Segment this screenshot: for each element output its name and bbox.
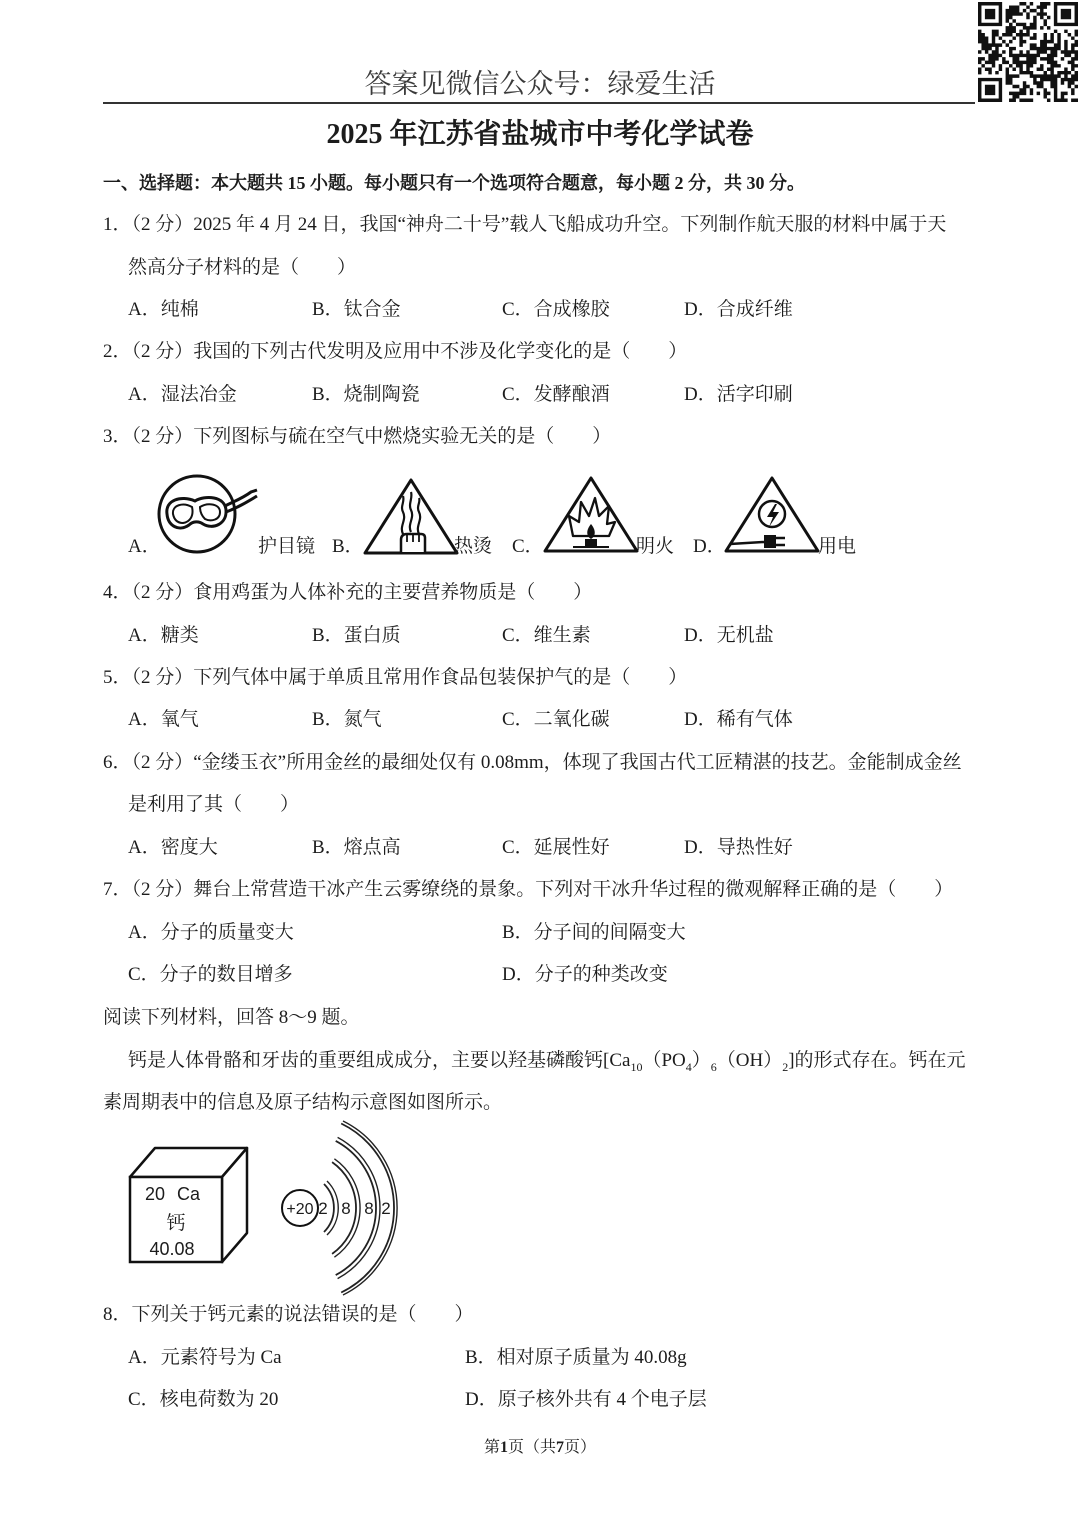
q6-stem-line: 6．（2 分）“金缕玉衣”所用金丝的最细处仅有 0.08mm，体现了我国古代工匠精湛的技艺。金能制成金丝 [103, 752, 962, 773]
formula-subscript: 6 [710, 1060, 717, 1074]
q5-option-a: A．氧气 [128, 709, 199, 730]
formula-subscript: 2 [782, 1060, 789, 1074]
page-footer [0, 1438, 1080, 1458]
shell-electron-count: 2 [381, 1199, 391, 1218]
reading-paragraph-line [128, 1049, 966, 1074]
q6-option-c: C．延展性好 [502, 837, 610, 858]
q4-option-a: A．糖类 [128, 625, 199, 646]
candle-base [585, 539, 597, 547]
footer-page-number: 1 [499, 1439, 508, 1456]
paragraph-text: （OH） [716, 1050, 783, 1071]
q4-option-c: C．维生素 [502, 625, 591, 646]
q5-stem: 5．（2 分）下列气体中属于单质且常用作食品包装保护气的是（ ） [103, 667, 688, 688]
page-header: 答案见微信公众号：绿爱生活 [364, 69, 716, 99]
header-divider [103, 102, 975, 104]
shell-electron-count: 8 [364, 1199, 374, 1218]
q7-option-a: A．分子的质量变大 [128, 922, 294, 943]
nucleus-charge: +20 [286, 1201, 314, 1218]
q8-option-a: A．元素符号为 Ca [128, 1347, 282, 1368]
q3-option-c-letter: C． [512, 536, 544, 557]
q8-option-d: D．原子核外共有 4 个电子层 [465, 1389, 707, 1410]
q3-option-d-label: 用电 [818, 536, 857, 557]
reading-intro: 阅读下列材料，回答 8～9 题。 [103, 1007, 360, 1028]
q7-option-b: B．分子间的间隔变大 [502, 922, 686, 943]
q1-option-b: B．钛合金 [312, 299, 401, 320]
q2-option-a: A．湿法冶金 [128, 384, 237, 405]
atomic-number: 20 [145, 1184, 166, 1204]
q7-option-d: D．分子的种类改变 [502, 964, 668, 985]
electricity-icon [724, 474, 820, 554]
footer-total-pages: 7 [556, 1439, 564, 1456]
q5-option-c: C．二氧化碳 [502, 709, 610, 730]
element-card-figure [125, 1140, 255, 1270]
paragraph-text: ]的形式存在。钙在元 [788, 1050, 966, 1071]
paragraph-text: 钙是人体骨骼和牙齿的重要组成成分，主要以羟基磷酸钙[Ca [128, 1050, 631, 1071]
q6-option-b: B．熔点高 [312, 837, 401, 858]
q6-option-a: A．密度大 [128, 837, 218, 858]
shell-electron-count: 2 [318, 1199, 328, 1218]
q4-option-b: B．蛋白质 [312, 625, 401, 646]
section-heading: 一、选择题：本大题共 15 小题。每小题只有一个选项符合题意，每小题 2 分，共 30 分。 [103, 173, 805, 193]
q6-option-d: D．导热性好 [684, 837, 793, 858]
q3-option-b-label: 热烫 [454, 536, 493, 557]
q1-stem-line: 然高分子材料的是（ ） [128, 257, 357, 278]
q7-stem: 7．（2 分）舞台上常营造干冰产生云雾缭绕的景象。下列对干冰升华过程的微观解释正确的是（ ） [103, 879, 954, 900]
q5-option-b: B．氮气 [312, 709, 382, 730]
plug-body [764, 535, 776, 548]
hot-surface-icon [363, 476, 459, 556]
paragraph-text: ） [691, 1050, 711, 1071]
q3-option-d-letter: D． [693, 536, 726, 557]
footer-prefix: 第 [483, 1439, 500, 1456]
q7-option-c: C．分子的数目增多 [128, 964, 293, 985]
goggles-icon-frame [167, 498, 226, 528]
q2-option-d: D．活字印刷 [684, 384, 793, 405]
q2-stem: 2．（2 分）我国的下列古代发明及应用中不涉及化学变化的是（ ） [103, 341, 688, 362]
reading-paragraph-line: 素周期表中的信息及原子结构示意图如图所示。 [103, 1092, 503, 1113]
open-flame-icon [543, 474, 639, 554]
q3-option-c-label: 明火 [636, 536, 675, 557]
q4-stem: 4．（2 分）食用鸡蛋为人体补充的主要营养物质是（ ） [103, 582, 593, 603]
q1-stem-line: 1．（2 分）2025 年 4 月 24 日，我国“神舟二十号”载人飞船成功升空。下列制作航天服的材料中属于天 [103, 214, 947, 235]
page-title: 2025 年江苏省盐城市中考化学试卷 [326, 119, 754, 150]
goggles-icon [153, 468, 263, 560]
q1-option-c: C．合成橡胶 [502, 299, 610, 320]
atom-structure-figure [275, 1120, 405, 1296]
q8-option-b: B．相对原子质量为 40.08g [465, 1347, 687, 1368]
element-symbol: Ca [177, 1184, 201, 1204]
formula-subscript: 10 [630, 1060, 643, 1074]
q4-option-d: D．无机盐 [684, 625, 774, 646]
q3-stem: 3．（2 分）下列图标与硫在空气中燃烧实验无关的是（ ） [103, 426, 612, 447]
q8-stem: 8．下列关于钙元素的说法错误的是（ ） [103, 1304, 474, 1325]
q1-option-d: D．合成纤维 [684, 299, 793, 320]
q5-option-d: D．稀有气体 [684, 709, 793, 730]
footer-suffix: 页） [564, 1439, 597, 1456]
footer-middle: 页（共 [507, 1439, 556, 1456]
q2-option-b: B．烧制陶瓷 [312, 384, 420, 405]
q6-stem-line: 是利用了其（ ） [128, 794, 300, 815]
q3-option-b-letter: B． [332, 536, 364, 557]
q8-option-c: C．核电荷数为 20 [128, 1389, 279, 1410]
q1-option-a: A．纯棉 [128, 299, 199, 320]
shell-electron-count: 8 [341, 1199, 351, 1218]
q2-option-c: C．发酵酿酒 [502, 384, 610, 405]
formula-subscript: 4 [685, 1060, 692, 1074]
atomic-mass: 40.08 [149, 1239, 195, 1259]
paragraph-text: （PO [642, 1050, 686, 1071]
q3-option-a-label: 护目镜 [258, 536, 316, 557]
element-name: 钙 [166, 1213, 186, 1234]
q3-option-a-letter: A． [128, 536, 161, 557]
